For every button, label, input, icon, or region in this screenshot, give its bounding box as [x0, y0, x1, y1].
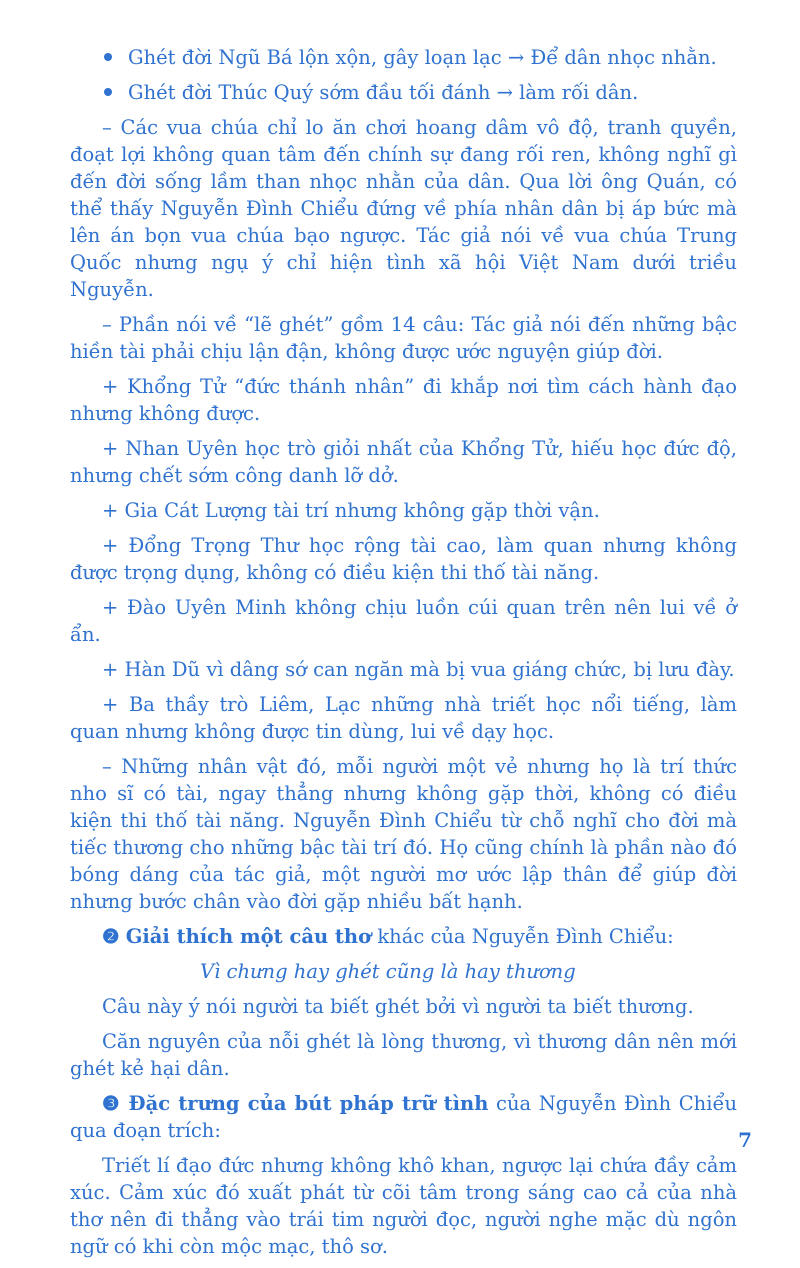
paragraph: Căn nguyên của nỗi ghét là lòng thương, vì thương dân nên mới ghét kẻ hại dân. [70, 1030, 737, 1080]
bullet-text: Ghét đời Ngũ Bá lộn xộn, gây loạn lạc → Để dân nhọc nhằn. [128, 46, 717, 69]
bullet-dot-icon [104, 53, 112, 61]
section-3-heading [70, 1090, 737, 1144]
section-3-title-rest: của Nguyễn Đình Chiểu qua đoạn trích: [70, 1092, 738, 1142]
page-number: 7 [738, 1128, 752, 1152]
number-3-icon: ❸ [102, 1092, 121, 1115]
bullet-text: Ghét đời Thúc Quý sớm đầu tối đánh → làm rối dân. [128, 81, 639, 104]
section-2-title: Giải thích một câu thơ [125, 925, 372, 948]
section-2-heading [70, 923, 737, 950]
section-2-title-rest: khác của Nguyễn Đình Chiểu: [371, 925, 674, 948]
paragraph: + Ba thầy trò Liêm, Lạc những nhà triết học nổi tiếng, làm quan nhưng không được tin dùng, lui về dạy học. [70, 693, 737, 743]
paragraph: + Đổng Trọng Thư học rộng tài cao, làm quan nhưng không được trọng dụng, không có điều kiện thi thố tài năng. [70, 534, 737, 584]
paragraph: + Nhan Uyên học trò giỏi nhất của Khổng Tử, hiếu học đức độ, nhưng chết sớm công danh lỡ dở. [70, 437, 737, 487]
paragraph: + Đào Uyên Minh không chịu luồn cúi quan trên nên lui về ở ẩn. [70, 596, 737, 646]
section-3-title: Đặc trưng của bút pháp trữ tình [128, 1092, 489, 1115]
paragraph: – Các vua chúa chỉ lo ăn chơi hoang dâm vô độ, tranh quyền, đoạt lợi không quan tâm đến chính sự đang rối ren, không nghĩ gì đến đời sống lầm than nhọc nhằn của dân. Qua lời ông Quán, có thể thấy Nguyễn Đình Chiểu đứng về phía nhân dân bị áp bức mà lên án bọn vua chúa bạo ngược. Tác giả nói về vua chúa Trung Quốc nhưng ngụ ý chỉ hiện tình xã hội Việt Nam dưới triều Nguyễn. [70, 116, 737, 301]
number-2-icon: ❷ [102, 925, 120, 948]
verse-quote: Vì chưng hay ghét cũng là hay thương [200, 960, 576, 983]
paragraph: – Phần nói về “lẽ ghét” gồm 14 câu: Tác giả nói đến những bậc hiền tài phải chịu lận đận, không được ước nguyện giúp đời. [70, 313, 737, 363]
paragraph: + Khổng Tử “đức thánh nhân” đi khắp nơi tìm cách hành đạo nhưng không được. [70, 375, 737, 425]
paragraph: + Hàn Dũ vì dâng sớ can ngăn mà bị vua giáng chức, bị lưu đày. [102, 658, 735, 681]
bullet-item [104, 79, 737, 106]
paragraph: – Những nhân vật đó, mỗi người một vẻ nhưng họ là trí thức nho sĩ có tài, ngay thẳng nhưng không gặp thời, không có điều kiện thi thố tài năng. Nguyễn Đình Chiểu từ chỗ nghĩ cho đời mà tiếc thương cho những bậc tài trí đó. Họ cũng chính là phần nào đó bóng dáng của tác giả, một người mơ ước lập thân để giúp đời nhưng bước chân vào đời gặp nhiều bất hạnh. [70, 755, 737, 913]
paragraph: Câu này ý nói người ta biết ghét bởi vì người ta biết thương. [102, 995, 694, 1018]
page-body [70, 44, 737, 1268]
bullet-dot-icon [104, 88, 112, 96]
paragraph: Triết lí đạo đức nhưng không khô khan, ngược lại chứa đầy cảm xúc. Cảm xúc đó xuất phát từ cõi tâm trong sáng cao cả của nhà thơ nên đi thẳng vào trái tim người đọc, người nghe mặc dù ngôn ngữ có khi còn mộc mạc, thô sơ. [70, 1154, 737, 1258]
bullet-item [104, 44, 737, 71]
paragraph: + Gia Cát Lượng tài trí nhưng không gặp thời vận. [102, 499, 600, 522]
